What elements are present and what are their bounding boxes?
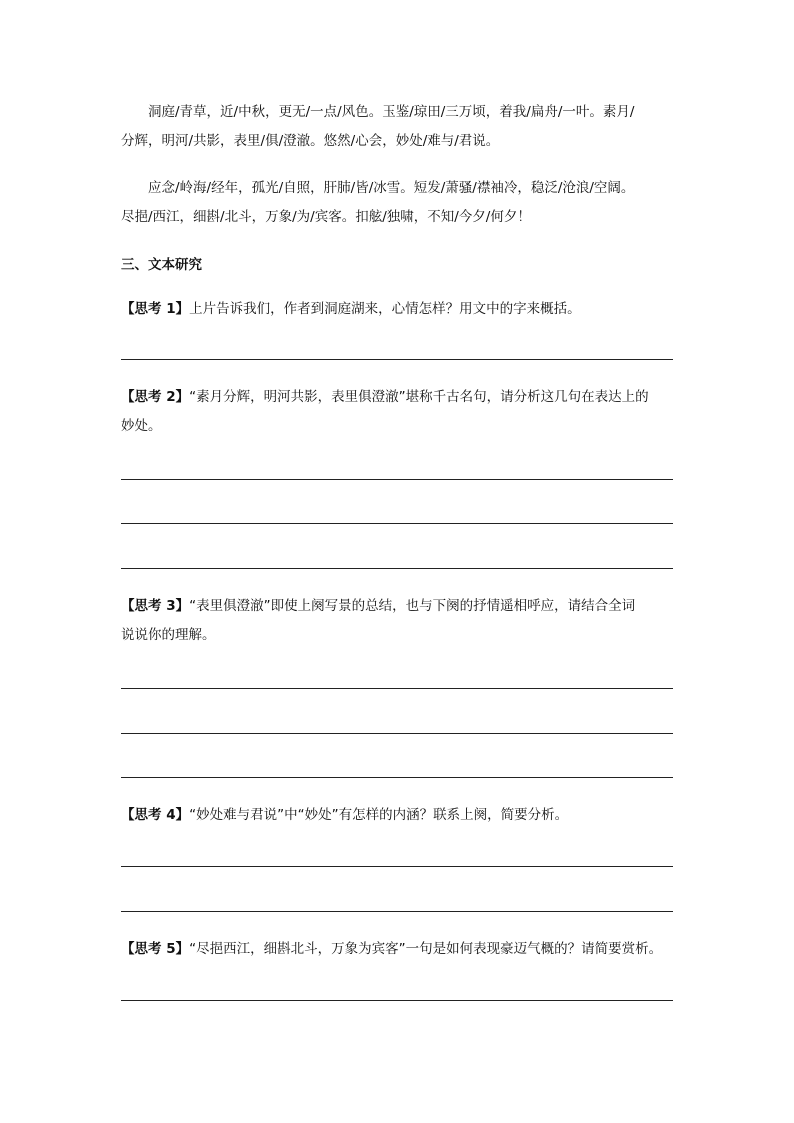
- question-line: [121, 383, 681, 412]
- answer-line[interactable]: [121, 479, 673, 480]
- answer-line[interactable]: [121, 777, 673, 778]
- answer-line[interactable]: [121, 359, 673, 360]
- question-5: [121, 935, 681, 964]
- question-tag: 【思考 3】: [121, 598, 190, 614]
- poem-line: 分辉，明河/共影，表里/俱/澄澈。悠然/心会，妙处/难与/君说。: [121, 133, 500, 149]
- answer-line[interactable]: [121, 1000, 673, 1001]
- question-tag: 【思考 5】: [121, 941, 190, 957]
- question-line-continued: 说说你的理解。: [121, 627, 216, 643]
- question-line: [121, 801, 681, 830]
- question-line: [121, 295, 681, 324]
- question-1: [121, 295, 681, 324]
- answer-line[interactable]: [121, 733, 673, 734]
- question-tag: 【思考 4】: [121, 807, 190, 823]
- poem-stanza-1: [121, 98, 681, 156]
- answer-line[interactable]: [121, 523, 673, 524]
- poem-stanza-2: [121, 174, 681, 232]
- section-title: 三、文本研究: [121, 257, 202, 273]
- question-tag: 【思考 2】: [121, 389, 190, 405]
- question-4: [121, 801, 681, 830]
- question-text: “表里俱澄澈”即使上阕写景的总结，也与下阕的抒情遥相呼应，请结合全词: [189, 598, 636, 614]
- question-3: [121, 592, 681, 650]
- poem-line: 尽挹/西江，细斟/北斗，万象/为/宾客。扣舷/独啸，不知/今夕/何夕！: [121, 209, 531, 225]
- question-text: “素月分辉，明河共影，表里俱澄澈”堪称千古名句，请分析这几句在表达上的: [189, 389, 649, 405]
- answer-line[interactable]: [121, 688, 673, 689]
- question-tag: 【思考 1】: [121, 301, 190, 317]
- answer-line[interactable]: [121, 866, 673, 867]
- question-text: “尽挹西江，细斟北斗，万象为宾客”一句是如何表现豪迈气概的？请简要赏析。: [189, 941, 663, 957]
- poem-line: 应念/岭海/经年，孤光/自照，肝肺/皆/冰雪。短发/萧骚/襟袖冷，稳泛/沧浪/空阔。: [148, 180, 635, 196]
- question-line: [121, 592, 681, 621]
- answer-line[interactable]: [121, 911, 673, 912]
- question-line-continued: 妙处。: [121, 418, 162, 434]
- poem-line: 洞庭/青草，近/中秋，更无/一点/风色。玉鉴/琼田/三万顷，着我/扁舟/一叶。素月/: [148, 104, 635, 120]
- question-text: 上片告诉我们，作者到洞庭湖来，心情怎样？用文中的字来概括。: [189, 301, 581, 317]
- question-2: [121, 383, 681, 441]
- answer-line[interactable]: [121, 568, 673, 569]
- question-text: “妙处难与君说”中“妙处”有怎样的内涵？联系上阕，简要分析。: [189, 807, 569, 823]
- question-line: [121, 935, 681, 964]
